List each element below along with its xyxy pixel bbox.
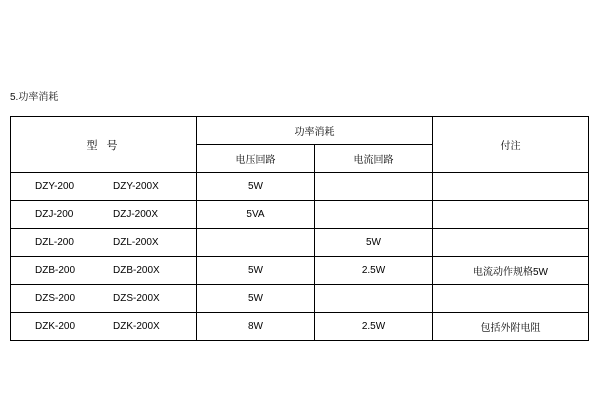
table-row bbox=[11, 313, 589, 341]
header-power-group-label: 功率消耗 bbox=[294, 127, 335, 138]
cell-model-a: DZL-200 bbox=[35, 237, 74, 248]
table-body bbox=[11, 173, 589, 341]
cell-model bbox=[11, 201, 197, 229]
cell-voltage bbox=[197, 229, 315, 257]
header-current-circuit-label: 电流回路 bbox=[353, 155, 394, 166]
cell-model bbox=[11, 257, 197, 285]
header-power-group bbox=[197, 117, 433, 145]
header-current-circuit bbox=[315, 145, 433, 173]
table-row bbox=[11, 257, 589, 285]
cell-voltage: 8W bbox=[197, 313, 315, 341]
cell-note bbox=[433, 201, 589, 229]
cell-model-b: DZB-200X bbox=[113, 265, 160, 276]
cell-current bbox=[315, 201, 433, 229]
cell-model-a: DZY-200 bbox=[35, 181, 75, 192]
cell-model-b: DZJ-200X bbox=[113, 209, 159, 220]
header-note-label: 付注 bbox=[500, 141, 521, 152]
cell-model-a: DZS-200 bbox=[35, 293, 76, 304]
header-voltage-circuit-label: 电压回路 bbox=[235, 155, 276, 166]
header-voltage-circuit bbox=[197, 145, 315, 173]
cell-note bbox=[433, 285, 589, 313]
cell-current: 2.5W bbox=[315, 313, 433, 341]
cell-model bbox=[11, 173, 197, 201]
header-model bbox=[11, 117, 197, 173]
cell-note: 电流动作规格5W bbox=[433, 257, 589, 285]
power-consumption-table bbox=[10, 116, 589, 341]
cell-voltage: 5W bbox=[197, 173, 315, 201]
table-row bbox=[11, 201, 589, 229]
table-row bbox=[11, 173, 589, 201]
table-header-row-1 bbox=[11, 117, 589, 145]
cell-voltage: 5W bbox=[197, 257, 315, 285]
cell-voltage: 5VA bbox=[197, 201, 315, 229]
cell-model-b: DZY-200X bbox=[113, 181, 159, 192]
section-heading: 5.功率消耗 bbox=[10, 92, 59, 103]
cell-model-b: DZS-200X bbox=[113, 293, 160, 304]
header-note bbox=[433, 117, 589, 173]
cell-model bbox=[11, 229, 197, 257]
table-row bbox=[11, 229, 589, 257]
header-model-label: 型 号 bbox=[86, 139, 121, 152]
table-row bbox=[11, 285, 589, 313]
cell-model-b: DZL-200X bbox=[113, 237, 159, 248]
cell-note: 包括外附电阻 bbox=[433, 313, 589, 341]
cell-current: 5W bbox=[315, 229, 433, 257]
cell-current bbox=[315, 173, 433, 201]
cell-current: 2.5W bbox=[315, 257, 433, 285]
cell-voltage: 5W bbox=[197, 285, 315, 313]
cell-model bbox=[11, 313, 197, 341]
power-consumption-table-wrapper bbox=[10, 116, 588, 341]
cell-model-a: DZJ-200 bbox=[35, 209, 74, 220]
table-header bbox=[11, 117, 589, 173]
cell-note bbox=[433, 173, 589, 201]
cell-model-b: DZK-200X bbox=[113, 321, 160, 332]
cell-model-a: DZB-200 bbox=[35, 265, 76, 276]
cell-model bbox=[11, 285, 197, 313]
cell-model-a: DZK-200 bbox=[35, 321, 76, 332]
cell-current bbox=[315, 285, 433, 313]
cell-note bbox=[433, 229, 589, 257]
